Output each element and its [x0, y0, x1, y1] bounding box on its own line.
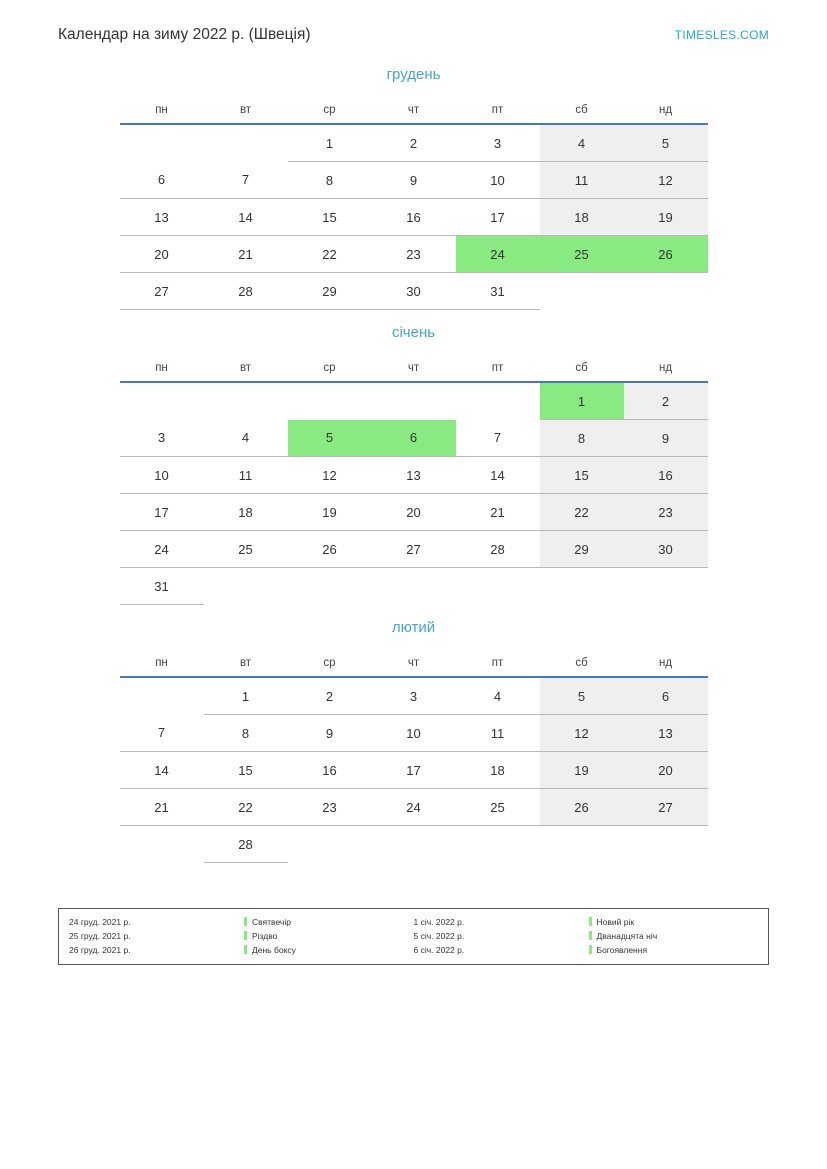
day-cell[interactable]: 13	[624, 715, 708, 752]
day-cell[interactable]: 23	[372, 236, 456, 273]
day-cell[interactable]: 2	[372, 124, 456, 162]
empty-cell	[540, 568, 624, 605]
month-title: січень	[391, 324, 436, 341]
day-cell[interactable]: 27	[120, 273, 204, 310]
weekday-header: сб	[540, 650, 624, 677]
weekday-header-row	[120, 97, 708, 124]
day-cell[interactable]: 1	[204, 677, 288, 715]
week-row	[120, 236, 708, 273]
day-cell[interactable]: 10	[456, 162, 540, 199]
day-cell[interactable]: 4	[456, 677, 540, 715]
weekday-header: нд	[624, 650, 708, 677]
empty-cell	[120, 826, 204, 863]
empty-cell	[372, 568, 456, 605]
day-cell[interactable]: 6	[120, 162, 204, 199]
week-row	[120, 420, 708, 457]
day-cell[interactable]: 15	[204, 752, 288, 789]
day-cell[interactable]: 28	[456, 531, 540, 568]
weekday-header: пт	[456, 650, 540, 677]
legend-box	[58, 908, 769, 965]
day-cell[interactable]: 14	[204, 199, 288, 236]
week-row	[120, 162, 708, 199]
week-row	[120, 752, 708, 789]
day-cell[interactable]: 7	[204, 162, 288, 199]
day-cell[interactable]: 3	[372, 677, 456, 715]
legend-date: 1 січ. 2022 р.	[413, 916, 465, 927]
holiday-day-cell[interactable]: 26	[624, 236, 708, 273]
day-cell[interactable]: 15	[540, 457, 624, 494]
empty-cell	[372, 826, 456, 863]
day-cell[interactable]: 12	[288, 457, 372, 494]
legend-holiday-name: Новий рік	[596, 916, 635, 927]
legend-holiday-name: Різдво	[252, 930, 278, 941]
day-cell[interactable]: 10	[120, 457, 204, 494]
day-cell[interactable]: 11	[540, 162, 624, 199]
empty-cell	[120, 382, 204, 420]
legend-entry	[69, 917, 414, 927]
day-cell[interactable]: 11	[204, 457, 288, 494]
empty-cell	[120, 124, 204, 162]
weekday-header: ср	[288, 97, 372, 124]
day-cell[interactable]: 24	[120, 531, 204, 568]
empty-cell	[540, 273, 624, 310]
legend-color-swatch	[244, 931, 247, 940]
holiday-day-cell[interactable]: 1	[540, 382, 624, 420]
day-cell[interactable]: 4	[540, 124, 624, 162]
day-cell[interactable]: 18	[456, 752, 540, 789]
day-cell[interactable]: 29	[288, 273, 372, 310]
day-cell[interactable]: 28	[204, 826, 288, 863]
empty-cell	[624, 273, 708, 310]
empty-cell	[288, 382, 372, 420]
day-cell[interactable]: 30	[372, 273, 456, 310]
day-cell[interactable]: 6	[624, 677, 708, 715]
day-cell[interactable]: 18	[204, 494, 288, 531]
day-cell[interactable]: 8	[540, 420, 624, 457]
week-row	[120, 124, 708, 162]
day-cell[interactable]: 21	[120, 789, 204, 826]
empty-cell	[120, 677, 204, 715]
day-cell[interactable]: 26	[540, 789, 624, 826]
empty-cell	[372, 382, 456, 420]
empty-cell	[456, 568, 540, 605]
weekday-header: вт	[204, 650, 288, 677]
legend-color-swatch	[244, 945, 247, 954]
day-cell[interactable]: 22	[204, 789, 288, 826]
empty-cell	[540, 826, 624, 863]
day-cell[interactable]: 29	[540, 531, 624, 568]
day-cell[interactable]: 26	[288, 531, 372, 568]
legend-holiday-name: Святвечір	[252, 916, 291, 927]
day-cell[interactable]: 9	[372, 162, 456, 199]
holiday-day-cell[interactable]: 25	[540, 236, 624, 273]
day-cell[interactable]: 21	[204, 236, 288, 273]
day-cell[interactable]: 16	[624, 457, 708, 494]
empty-cell	[456, 826, 540, 863]
day-cell[interactable]: 23	[288, 789, 372, 826]
weekday-header: пт	[456, 355, 540, 382]
day-cell[interactable]: 20	[372, 494, 456, 531]
day-cell[interactable]: 20	[120, 236, 204, 273]
month-table	[120, 97, 708, 310]
legend-holiday-name: День боксу	[252, 944, 296, 955]
empty-cell	[624, 568, 708, 605]
day-cell[interactable]: 25	[204, 531, 288, 568]
weekday-header: ср	[288, 650, 372, 677]
week-row	[120, 677, 708, 715]
month-title: лютий	[391, 619, 436, 636]
legend-entry	[69, 945, 414, 955]
weekday-header: пн	[120, 97, 204, 124]
day-cell[interactable]: 20	[624, 752, 708, 789]
week-row	[120, 715, 708, 752]
week-row	[120, 568, 708, 605]
day-cell[interactable]: 7	[120, 715, 204, 752]
weekday-header: чт	[372, 355, 456, 382]
day-cell[interactable]: 25	[456, 789, 540, 826]
day-cell[interactable]: 19	[624, 199, 708, 236]
day-cell[interactable]: 12	[624, 162, 708, 199]
weekday-header: вт	[204, 97, 288, 124]
day-cell[interactable]: 2	[624, 382, 708, 420]
empty-cell	[288, 568, 372, 605]
page-header	[58, 20, 769, 50]
legend-row	[69, 915, 758, 928]
empty-cell	[456, 382, 540, 420]
day-cell[interactable]: 15	[288, 199, 372, 236]
empty-cell	[204, 382, 288, 420]
day-cell[interactable]: 2	[288, 677, 372, 715]
day-cell[interactable]: 24	[372, 789, 456, 826]
day-cell[interactable]: 18	[540, 199, 624, 236]
legend-color-swatch	[589, 917, 592, 926]
month-block	[0, 619, 827, 863]
month-table	[120, 650, 708, 863]
legend-entry	[414, 917, 759, 927]
day-cell[interactable]: 22	[540, 494, 624, 531]
empty-cell	[624, 826, 708, 863]
weekday-header: нд	[624, 97, 708, 124]
legend-holiday-name: Дванадцята ніч	[596, 930, 658, 941]
legend-date: 5 січ. 2022 р.	[413, 930, 465, 941]
weekday-header: ср	[288, 355, 372, 382]
legend-date: 24 груд. 2021 р.	[69, 916, 131, 927]
empty-cell	[288, 826, 372, 863]
day-cell[interactable]: 13	[120, 199, 204, 236]
legend-entry	[414, 931, 759, 941]
legend-date: 6 січ. 2022 р.	[413, 944, 465, 955]
week-row	[120, 789, 708, 826]
day-cell[interactable]: 28	[204, 273, 288, 310]
week-row	[120, 531, 708, 568]
empty-cell	[204, 124, 288, 162]
weekday-header: чт	[372, 97, 456, 124]
month-table	[120, 355, 708, 605]
legend-holiday-name: Богоявлення	[596, 944, 648, 955]
legend-date: 26 груд. 2021 р.	[69, 944, 131, 955]
legend-entry	[69, 931, 414, 941]
month-block	[0, 324, 827, 605]
legend-row	[69, 929, 758, 942]
day-cell[interactable]: 17	[372, 752, 456, 789]
weekday-header: вт	[204, 355, 288, 382]
empty-cell	[204, 568, 288, 605]
day-cell[interactable]: 17	[120, 494, 204, 531]
weekday-header-row	[120, 355, 708, 382]
legend-entry	[414, 945, 759, 955]
day-cell[interactable]: 8	[204, 715, 288, 752]
weekday-header-row	[120, 650, 708, 677]
day-cell[interactable]: 27	[372, 531, 456, 568]
weekday-header: сб	[540, 97, 624, 124]
weekday-header: пт	[456, 97, 540, 124]
week-row	[120, 199, 708, 236]
day-cell[interactable]: 5	[540, 677, 624, 715]
day-cell[interactable]: 27	[624, 789, 708, 826]
day-cell[interactable]: 16	[288, 752, 372, 789]
day-cell[interactable]: 30	[624, 531, 708, 568]
legend-color-swatch	[244, 917, 247, 926]
day-cell[interactable]: 19	[540, 752, 624, 789]
day-cell[interactable]: 5	[624, 124, 708, 162]
day-cell[interactable]: 17	[456, 199, 540, 236]
day-cell[interactable]: 13	[372, 457, 456, 494]
day-cell[interactable]: 9	[288, 715, 372, 752]
day-cell[interactable]: 16	[372, 199, 456, 236]
legend-row	[69, 943, 758, 956]
day-cell[interactable]: 1	[288, 124, 372, 162]
page-title: Календар на зиму 2022 р. (Швеція)	[58, 26, 311, 43]
week-row	[120, 457, 708, 494]
day-cell[interactable]: 7	[456, 420, 540, 457]
day-cell[interactable]: 11	[456, 715, 540, 752]
day-cell[interactable]: 31	[120, 568, 204, 605]
day-cell[interactable]: 8	[288, 162, 372, 199]
week-row	[120, 826, 708, 863]
holiday-day-cell[interactable]: 6	[372, 420, 456, 457]
day-cell[interactable]: 23	[624, 494, 708, 531]
day-cell[interactable]: 19	[288, 494, 372, 531]
brand-label: TIMESLES.COM	[674, 28, 769, 42]
weekday-header: сб	[540, 355, 624, 382]
day-cell[interactable]: 12	[540, 715, 624, 752]
day-cell[interactable]: 9	[624, 420, 708, 457]
day-cell[interactable]: 31	[456, 273, 540, 310]
day-cell[interactable]: 3	[456, 124, 540, 162]
weekday-header: нд	[624, 355, 708, 382]
day-cell[interactable]: 10	[372, 715, 456, 752]
day-cell[interactable]: 22	[288, 236, 372, 273]
weekday-header: пн	[120, 650, 204, 677]
calendars-container	[0, 66, 827, 877]
day-cell[interactable]: 4	[204, 420, 288, 457]
holiday-day-cell[interactable]: 24	[456, 236, 540, 273]
legend-date: 25 груд. 2021 р.	[69, 930, 131, 941]
day-cell[interactable]: 14	[120, 752, 204, 789]
month-block	[0, 66, 827, 310]
day-cell[interactable]: 14	[456, 457, 540, 494]
month-title: грудень	[386, 66, 441, 83]
week-row	[120, 494, 708, 531]
day-cell[interactable]: 3	[120, 420, 204, 457]
holiday-day-cell[interactable]: 5	[288, 420, 372, 457]
legend-color-swatch	[589, 945, 592, 954]
weekday-header: чт	[372, 650, 456, 677]
legend-color-swatch	[589, 931, 592, 940]
week-row	[120, 273, 708, 310]
weekday-header: пн	[120, 355, 204, 382]
week-row	[120, 382, 708, 420]
day-cell[interactable]: 21	[456, 494, 540, 531]
